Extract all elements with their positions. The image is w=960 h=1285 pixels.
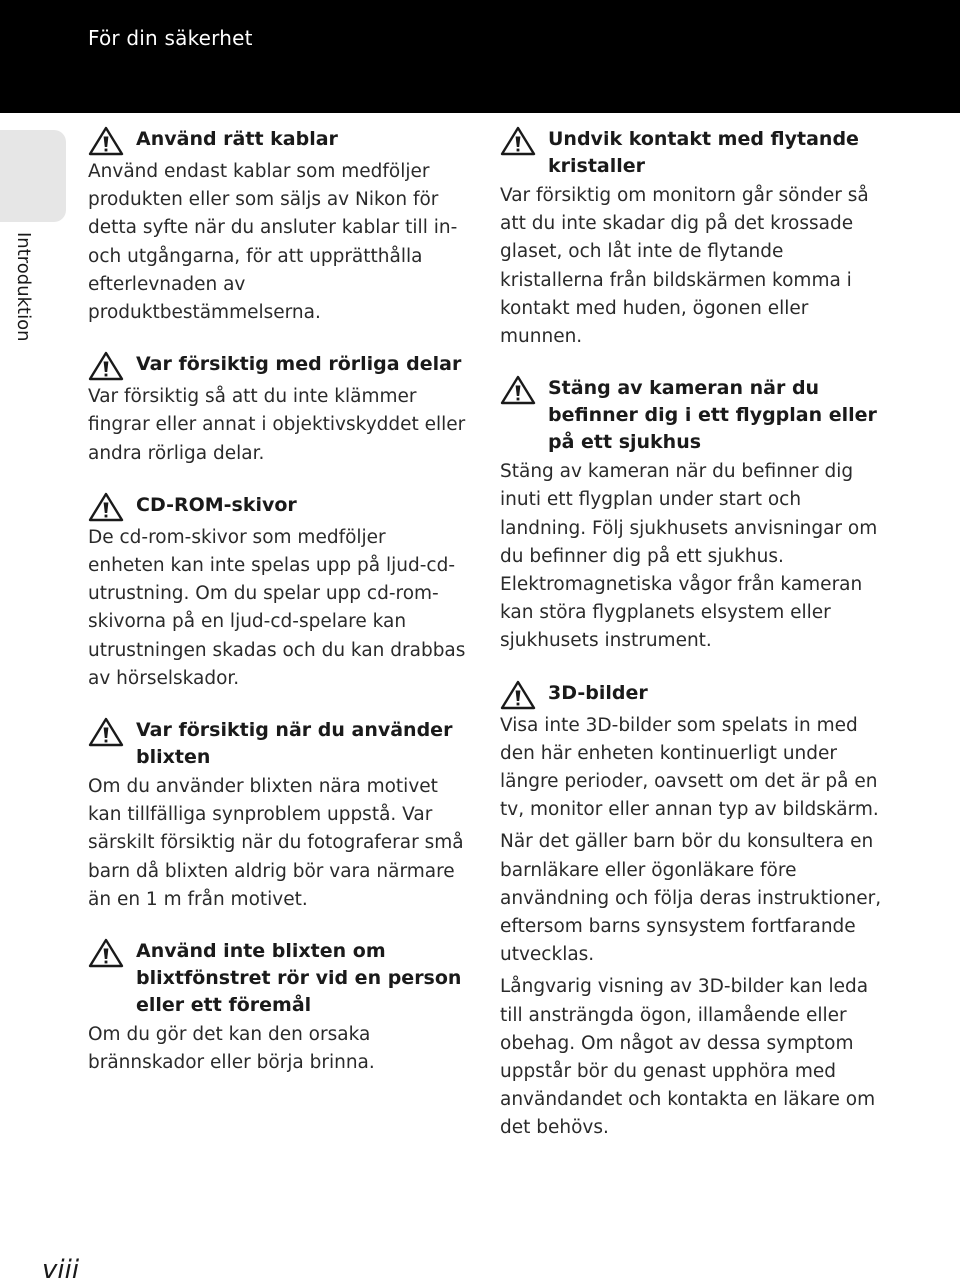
section-heading-text: Undvik kontakt med flytande kristaller: [548, 128, 859, 177]
section-heading: [88, 126, 468, 156]
section-heading-text: 3D-bilder: [548, 681, 648, 704]
warning-triangle-icon: [88, 126, 126, 156]
section-heading-text: Stäng av kameran när du befinner dig i ett flygplan eller på ett sjukhus: [548, 377, 877, 454]
safety-section: [500, 126, 890, 351]
safety-section: [88, 351, 468, 468]
safety-section: [88, 938, 468, 1077]
section-heading: [500, 126, 890, 180]
section-heading: [500, 375, 890, 456]
side-tab-label: Introduktion: [13, 232, 34, 342]
right-column: [500, 126, 890, 1167]
safety-section: [500, 375, 890, 655]
page-number: viii: [42, 1255, 80, 1285]
page-header-title: För din säkerhet: [88, 26, 253, 50]
safety-section: [500, 680, 890, 1143]
section-paragraph: Långvarig visning av 3D-bilder kan leda till ansträngda ögon, illamående eller obehag. Om något av dessa symptom uppstår bör du genast upphöra med användandet och kontakta en läkare om det behövs.: [500, 976, 876, 1139]
side-tab: [0, 130, 66, 222]
section-paragraph: Var försiktig så att du inte klämmer fingrar eller annat i objektivskyddet eller andra rörliga delar.: [88, 386, 466, 464]
section-heading-text: Var försiktig med rörliga delar: [136, 353, 462, 376]
page-header-bar: [0, 0, 960, 113]
warning-triangle-icon: [88, 492, 126, 522]
section-heading: [88, 492, 468, 522]
section-heading-text: Använd rätt kablar: [136, 128, 338, 150]
section-heading-text: Använd inte blixten om blixtfönstret rör vid en person eller ett föremål: [136, 940, 462, 1017]
warning-triangle-icon: [88, 351, 126, 381]
safety-section: [88, 492, 468, 693]
section-paragraph: Stäng av kameran när du befinner dig inuti ett flygplan under start och landning. Följ sjukhusets anvisningar om du befinner dig på ett sjukhus. Elektromagnetiska vågor från kameran kan störa flygplanets elsystem eller sjukhusets instrument.: [500, 461, 878, 652]
warning-triangle-icon: [88, 938, 126, 968]
section-paragraph: De cd-rom-skivor som medföljer enheten kan inte spelas upp på ljud-cd-utrustning. Om du spelar upp cd-rom-skivorna på en ljud-cd-spelare kan utrustningen skadas och du kan drabbas av hörselskador.: [88, 526, 466, 689]
section-paragraph: Var försiktig om monitorn går sönder så att du inte skadar dig på det krossade glaset, och låt inte de flytande kristallerna från bildskärmen komma i kontakt med huden, ögonen eller munnen.: [500, 185, 869, 348]
section-paragraph: Visa inte 3D-bilder som spelats in med den här enheten kontinuerligt under längre perioder, oavsett om det är på en tv, monitor eller annan typ av bildskärm.: [500, 714, 879, 821]
section-heading-text: Var försiktig när du använder blixten: [136, 719, 453, 769]
section-paragraph: Om du gör det kan den orsaka brännskador eller börja brinna.: [88, 1024, 375, 1074]
safety-section: [88, 717, 468, 914]
warning-triangle-icon: [500, 375, 538, 405]
section-heading-text: CD-ROM-skivor: [136, 493, 297, 516]
section-paragraph: Använd endast kablar som medföljer produkten eller som säljs av Nikon för detta syfte när du ansluter kablar till in- och utgångarna, för att upprätthålla efterlevnaden av produktbestämmelserna.: [88, 161, 458, 324]
warning-triangle-icon: [88, 717, 126, 747]
warning-triangle-icon: [500, 680, 538, 710]
section-heading: [88, 938, 468, 1019]
safety-section: [88, 126, 468, 327]
section-heading: [500, 680, 890, 710]
section-paragraph: Om du använder blixten nära motivet kan tillfälliga synproblem uppstå. Var särskilt försiktig när du fotograferar små barn då blixten aldrig bör vara närmare än en 1 m från motivet.: [88, 776, 464, 910]
section-heading: [88, 351, 468, 381]
section-paragraph: När det gäller barn bör du konsultera en barnläkare eller ögonläkare före användning och följa deras instruktioner, eftersom barns synsystem fortfarande utvecklas.: [500, 831, 882, 966]
warning-triangle-icon: [500, 126, 538, 156]
section-heading: [88, 717, 468, 771]
left-column: [88, 126, 468, 1101]
